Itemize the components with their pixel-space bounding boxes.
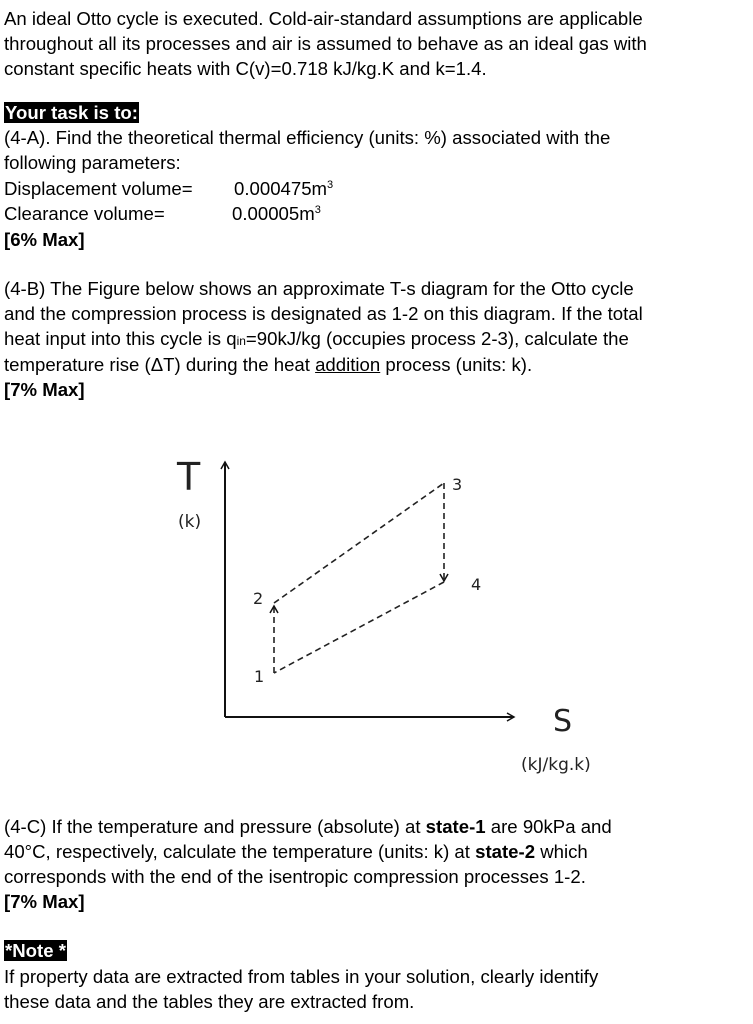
note-heading: *Note * xyxy=(5,940,66,961)
process-2-3 xyxy=(274,483,444,603)
t-axis-unit: (k) xyxy=(178,512,202,532)
s-axis-label: S xyxy=(553,704,573,739)
task-heading: Your task is to: xyxy=(5,102,138,123)
part-c-max: [7% Max] xyxy=(4,891,85,912)
part-a-line: following parameters: xyxy=(4,152,181,173)
note-line: these data and the tables they are extracted from. xyxy=(4,991,415,1012)
part-a-line: (4-A). Find the theoretical thermal efficiency (units: %) associated with the xyxy=(4,127,611,148)
part-c-line: 40°C, respectively, calculate the temperature (units: k) at state-2 which xyxy=(4,841,588,862)
part-b-line: temperature rise (ΔT) during the heat addition process (units: k). xyxy=(4,354,533,375)
clearance-value: $0.00005m^3$ xyxy=(232,203,321,224)
displacement-label: Displacement volume= xyxy=(4,178,193,199)
t-axis-label: T xyxy=(177,455,201,499)
intro-line: throughout all its processes and air is assumed to behave as an ideal gas with xyxy=(4,33,647,54)
state-label-4: 4 xyxy=(471,575,482,594)
s-axis-unit: (kJ/kg.k) xyxy=(521,755,591,775)
process-4-1 xyxy=(274,582,444,673)
part-c-line: corresponds with the end of the isentropic compression processes 1-2. xyxy=(4,866,586,887)
part-b-max: [7% Max] xyxy=(4,379,85,400)
intro-line: An ideal Otto cycle is executed. Cold-air-standard assumptions are applicable xyxy=(4,8,643,29)
clearance-label: Clearance volume= xyxy=(4,203,165,224)
note-line: If property data are extracted from tables in your solution, clearly identify xyxy=(4,966,599,987)
part-b-line: and the compression process is designated as 1-2 on this diagram. If the total xyxy=(4,303,643,324)
part-a-max: [6% Max] xyxy=(4,229,85,250)
state-label-2: 2 xyxy=(253,589,264,608)
part-c-line: (4-C) If the temperature and pressure (absolute) at state-1 are 90kPa and xyxy=(4,816,612,837)
part-b-line: heat input into this cycle is qin=90kJ/kg (occupies process 2-3), calculate the xyxy=(4,328,629,349)
intro-line: constant specific heats with C(v)=0.718 kJ/kg.K and k=1.4. xyxy=(4,58,487,79)
state-label-1: 1 xyxy=(254,667,265,686)
part-b-line: (4-B) The Figure below shows an approximate T-s diagram for the Otto cycle xyxy=(4,278,634,299)
displacement-value: $0.000475m^3$ xyxy=(234,178,334,199)
state-label-3: 3 xyxy=(452,475,463,494)
